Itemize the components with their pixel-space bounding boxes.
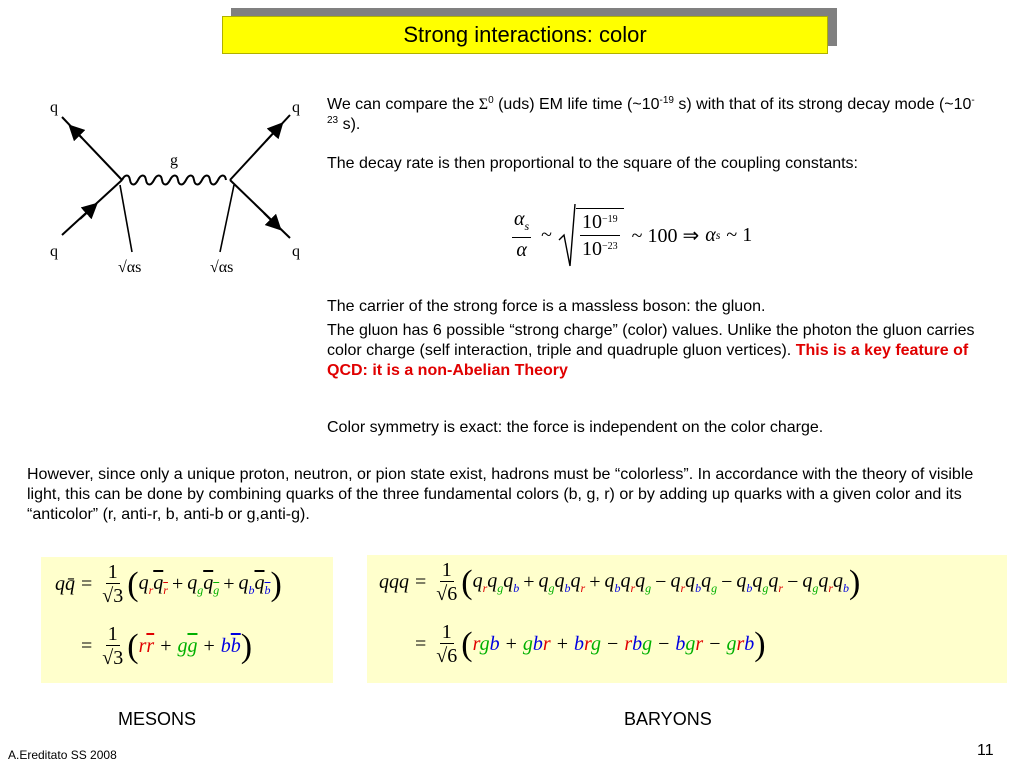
feynman-diagram: [40, 90, 320, 285]
slide-title-text: Strong interactions: color: [403, 22, 647, 47]
quark-line-top-right: [230, 115, 290, 180]
paragraph-gluon-charge: The gluon has 6 possible “strong charge” (color) values. Unlike the photon the gluon carries color charge (self interaction, triple and quadruple gluon vertices). This is a key feature of QCD: it is a non-Abelian Theory: [327, 322, 975, 379]
lifetime-fraction: $10^{-19}$ $10^{-23}$: [576, 208, 624, 262]
baryons-formula-box: [367, 555, 1007, 683]
arrow-bottom-right: [264, 213, 276, 225]
arrow-bottom-left: [80, 208, 92, 219]
arrow-top-left: [74, 130, 82, 138]
mesons-row-2: = $\frac{1}{√3}$ ( $r\overline{r}$ + $g\overline{g}$ + $b\overline{b}$ ): [81, 623, 253, 669]
baryons-label: BARYONS: [624, 709, 712, 729]
label-q-bottom-left: q: [50, 243, 58, 260]
label-coupling-left: √αs: [118, 259, 142, 276]
label-q-bottom-right: q: [292, 243, 300, 260]
label-gluon: g: [170, 152, 178, 169]
sqrt-sign: [558, 202, 576, 268]
label-coupling-right: √αs: [210, 259, 234, 276]
quark-line-bottom-right: [230, 180, 290, 238]
mesons-row-1: qq̄ = $\frac{1}{√3}$ ( $q_r\overline{q}_{\overline{r}}$ + $q_g\overline{q}_{\overline{g}}$ + $q_b\overline{q}_{\overline{b}}$ ): [55, 561, 282, 607]
ratio-formula: $\frac{\alpha_s}{\alpha}$ ~ $10^{-19}$ $10^{-23}$ ~ 100 ⇒ α s ~ 1: [508, 200, 752, 270]
paragraph-lifetime: We can compare the $\Sigma^0$ (uds) EM life time ($\sim 10^{-19}$ s) with that of its strong decay mode ($\sim 10^{-23}$ s).: [327, 95, 975, 133]
slide-title: [222, 16, 828, 54]
mesons-label: MESONS: [118, 709, 197, 729]
baryons-row-1: qqq = $\frac{1}{√6}$ ( $q_rq_gq_b$ + $q_gq_bq_r$ + $q_bq_rq_g$ − $q_rq_bq_g$ − $q_bq_gq_r$ − $q_gq_rq_b$ ): [379, 559, 861, 605]
arrow-top-right: [266, 128, 278, 141]
paragraph-decay-rate: The decay rate is then proportional to the square of the coupling constants:: [327, 155, 858, 172]
footer-author: A.Ereditato SS 2008: [8, 748, 117, 762]
gluon-line: [122, 176, 226, 185]
paragraph-gluon-carrier: The carrier of the strong force is a massless boson: the gluon.: [327, 298, 766, 315]
baryons-row-2: = $\frac{1}{√6}$ ( rgb + gbr + brg − rbg − bgr − grb ): [415, 621, 766, 667]
coupling-pointer-right: [220, 185, 234, 252]
quark-line-bottom-left: [62, 180, 122, 235]
quark-line-top-left: [62, 117, 122, 180]
paragraph-colorless: However, since only a unique proton, neutron, or pion state exist, hadrons must be “colorless”. In accordance with the theory of visible light, this can be done by combining quarks of the three fundamental colors (b, g, r) or by adding up quarks with a given color and its “anticolor” (r, anti-r, b, anti-b or g,anti-g).: [27, 466, 974, 523]
paragraph-color-symmetry: Color symmetry is exact: the force is independent on the color charge.: [327, 419, 824, 436]
alpha-ratio-fraction: $\frac{\alpha_s}{\alpha}$: [514, 208, 530, 261]
coupling-pointer-left: [120, 185, 132, 252]
label-q-top-left: q: [50, 99, 58, 116]
page-number: 11: [977, 742, 994, 759]
qcd-highlight: This is a key feature of QCD: it is a non-Abelian Theory: [327, 342, 969, 379]
label-q-top-right: q: [292, 99, 300, 116]
mesons-formula-box: [41, 557, 333, 683]
